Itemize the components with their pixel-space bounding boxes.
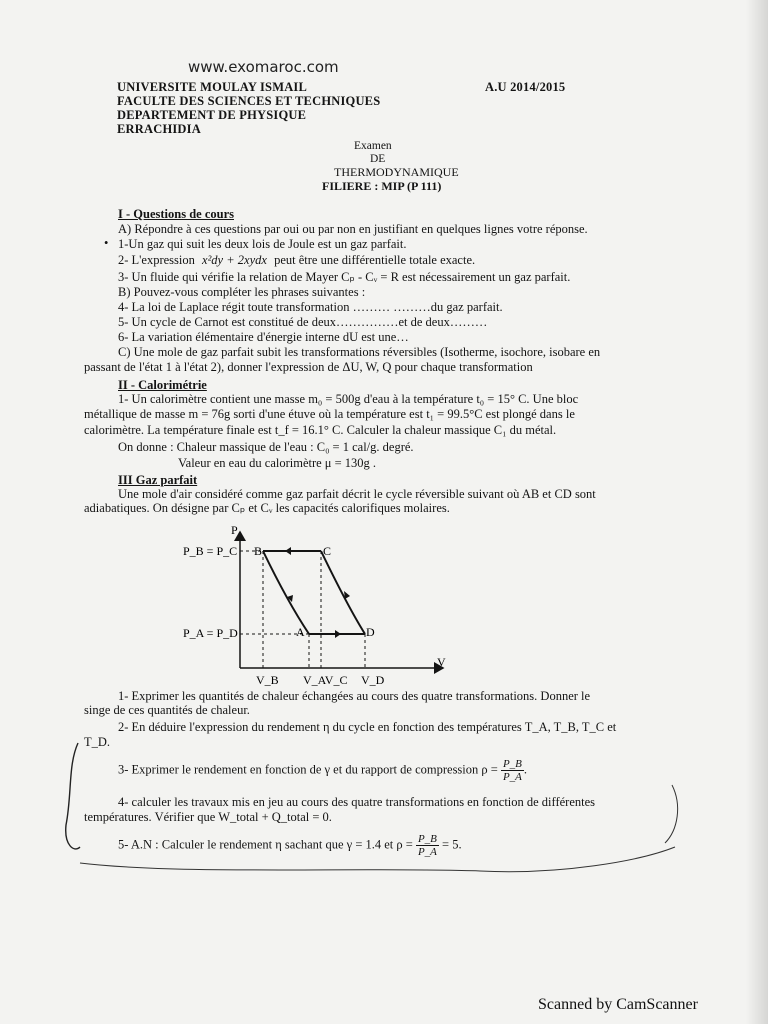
tick-vd: V_D [361, 673, 385, 687]
section3-q4b: températures. Vérifier que W_total + Q_total = 0. [84, 810, 332, 824]
section3-q2b: T_D. [84, 735, 111, 749]
tick-vavc: V_AV_C [303, 673, 348, 687]
point-d: D [366, 625, 375, 639]
section2-given1: On donne : Chaleur massique de l'eau : C₀ = 1 cal/g. degré. [118, 440, 414, 454]
section3-intro2: adiabatiques. On désigne par Cₚ et Cᵥ les capacités calorifiques molaires. [84, 501, 450, 515]
section3-q5-text: 5- A.N : Calculer le rendement η sachant que γ = 1.4 et ρ = [118, 837, 413, 852]
fraction-denominator: P_A [417, 846, 437, 858]
arrow-bc [285, 547, 291, 555]
section1-q2 [118, 253, 475, 268]
section1-c-line2: passant de l'état 1 à l'état 2), donner l'expression de ΔU, W, Q pour chaque transformation [84, 360, 533, 374]
section2-heading: II - Calorimétrie [118, 378, 207, 392]
title-line3: THERMODYNAMIQUE [334, 165, 459, 179]
section3-q1b: singe de ces quantités de chaleur. [84, 703, 250, 717]
section3-q3-text: 3- Exprimer le rendement en fonction de γ et du rapport de compression ρ = [118, 762, 498, 777]
scan-edge-shadow [746, 0, 768, 1024]
section3-q5-end: = 5. [442, 837, 462, 852]
section1-b-intro: B) Pouvez-vous compléter les phrases suivantes : [118, 285, 366, 299]
header-university: UNIVERSITE MOULAY ISMAIL [117, 80, 308, 94]
section3-q4a: 4- calculer les travaux mis en jeu au cours des quatre transformations en fonction de différentes [118, 795, 596, 809]
fraction-numerator: P_B [417, 833, 437, 845]
section1-a-intro: A) Répondre à ces questions par oui ou par non en justifiant en quelques lignes votre réponse. [118, 222, 588, 236]
section2-given2: Valeur en eau du calorimètre μ = 130g . [178, 456, 377, 470]
section2-p1: 1- Un calorimètre contient une masse m₀ = 500g d'eau à la température t₀ = 15° C. Une bloc [118, 392, 579, 406]
header-city: ERRACHIDIA [117, 122, 201, 136]
watermark: www.exomaroc.com [188, 58, 339, 76]
section1-q1: 1-Un gaz qui suit les deux lois de Joule est un gaz parfait. [118, 237, 407, 251]
arrow-cd [344, 591, 350, 599]
section3-q2a: 2- En déduire l'expression du rendement η du cycle en fonction des températures T_A, T_B, T_C et [118, 720, 617, 734]
handwritten-bracket [60, 735, 700, 885]
label-pb-pc: P_B = P_C [183, 544, 238, 558]
section1-q5: 5- Un cycle de Carnot est constitué de deux……………et de deux……… [118, 315, 488, 329]
section3-intro1: Une mole d'air considéré comme gaz parfait décrit le cycle réversible suivant où AB et CD sont [118, 487, 596, 501]
path-ab [263, 551, 309, 634]
section2-p3: calorimètre. La température finale est t_f = 16.1° C. Calculer la chaleur massique C₁ du métal. [84, 423, 557, 437]
arrow-da [335, 630, 341, 638]
section1-heading: I - Questions de cours [118, 207, 234, 221]
axis-p-label: P [231, 523, 238, 537]
section1-q2-expr: x²dy + 2xydx [202, 253, 267, 267]
fraction-denominator: P_A [502, 771, 522, 783]
academic-year: A.U 2014/2015 [485, 80, 566, 94]
section3-q3: 3- Exprimer le rendement en fonction de γ et du rapport de compression ρ = $\frac{P\_B}{P\_A}$ . [118, 758, 528, 783]
section3-q1a: 1- Exprimer les quantités de chaleur échangées au cours des quatre transformations. Donner le [118, 689, 591, 703]
scanner-footer: Scanned by CamScanner [538, 996, 698, 1013]
point-c: C [323, 544, 332, 558]
bullet-icon: • [104, 236, 109, 250]
section1-q6: 6- La variation élémentaire d'énergie interne dU est une… [118, 330, 409, 344]
pv-cycle-diagram [175, 520, 465, 690]
point-a: A [296, 625, 305, 639]
section1-q2-prefix: 2- L'expression [118, 253, 195, 267]
point-b: B [254, 544, 263, 558]
section1-q2-suffix: peut être une différentielle totale exacte. [274, 253, 476, 267]
axis-v-label: V [437, 655, 446, 669]
title-line4: FILIERE : MIP (P 111) [322, 179, 442, 193]
section2-p2: métallique de masse m = 76g sorti d'une étuve où la température est t₁ = 99.5°C est plongé dans le [84, 407, 575, 421]
section1-q4: 4- La loi de Laplace régit toute transformation ……… ………du gaz parfait. [118, 300, 503, 314]
path-cd [321, 551, 365, 634]
fraction-numerator: P_B [502, 758, 522, 770]
section1-c-line1: C) Une mole de gaz parfait subit les transformations réversibles (Isotherme, isochore, isobare en [118, 345, 601, 359]
title-line1: Examen [354, 140, 392, 152]
header-faculty: FACULTE DES SCIENCES ET TECHNIQUES [117, 94, 381, 108]
section3-heading: III Gaz parfait [118, 473, 198, 487]
header-department: DEPARTEMENT DE PHYSIQUE [117, 108, 307, 122]
section1-q3: 3- Un fluide qui vérifie la relation de Mayer Cₚ - Cᵥ = R est nécessairement un gaz parfait. [118, 270, 571, 284]
label-pa-pd: P_A = P_D [183, 626, 238, 640]
title-line2: DE [370, 153, 386, 165]
tick-vb: V_B [256, 673, 279, 687]
